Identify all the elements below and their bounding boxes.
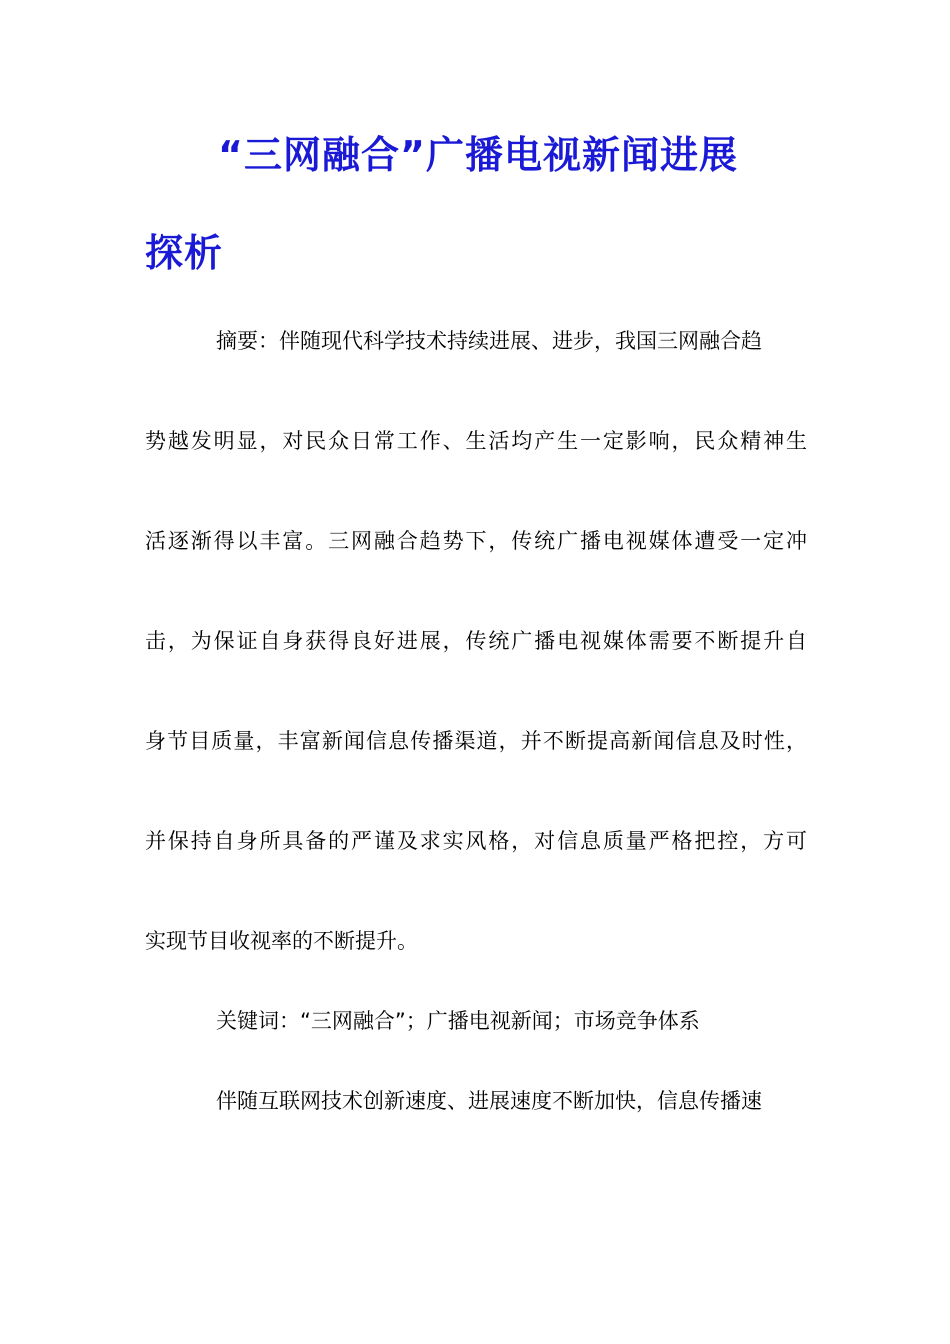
body-paragraph-line: 伴随互联网技术创新速度、进展速度不断加快，信息传播速 <box>216 1089 762 1113</box>
abstract-line: 并保持自身所具备的严谨及求实风格，对信息质量严格把控，方可 <box>145 829 807 853</box>
abstract-line: 击，为保证自身获得良好进展，传统广播电视媒体需要不断提升自 <box>145 629 807 653</box>
abstract-line: 实现节目收视率的不断提升。 <box>145 929 418 953</box>
keywords-line: 关键词：“三网融合”；广播电视新闻；市场竞争体系 <box>216 1009 700 1033</box>
document-title-line-1: “三网融合”广播电视新闻进展 <box>218 133 738 177</box>
document-title-line-2: 探析 <box>145 231 224 275</box>
abstract-line: 摘要：伴随现代科学技术持续进展、进步，我国三网融合趋 <box>216 329 762 353</box>
abstract-line: 身节目质量，丰富新闻信息传播渠道，并不断提高新闻信息及时性， <box>145 729 807 753</box>
abstract-line: 活逐渐得以丰富。三网融合趋势下，传统广播电视媒体遭受一定冲 <box>145 529 807 553</box>
abstract-line: 势越发明显，对民众日常工作、生活均产生一定影响，民众精神生 <box>145 429 807 453</box>
